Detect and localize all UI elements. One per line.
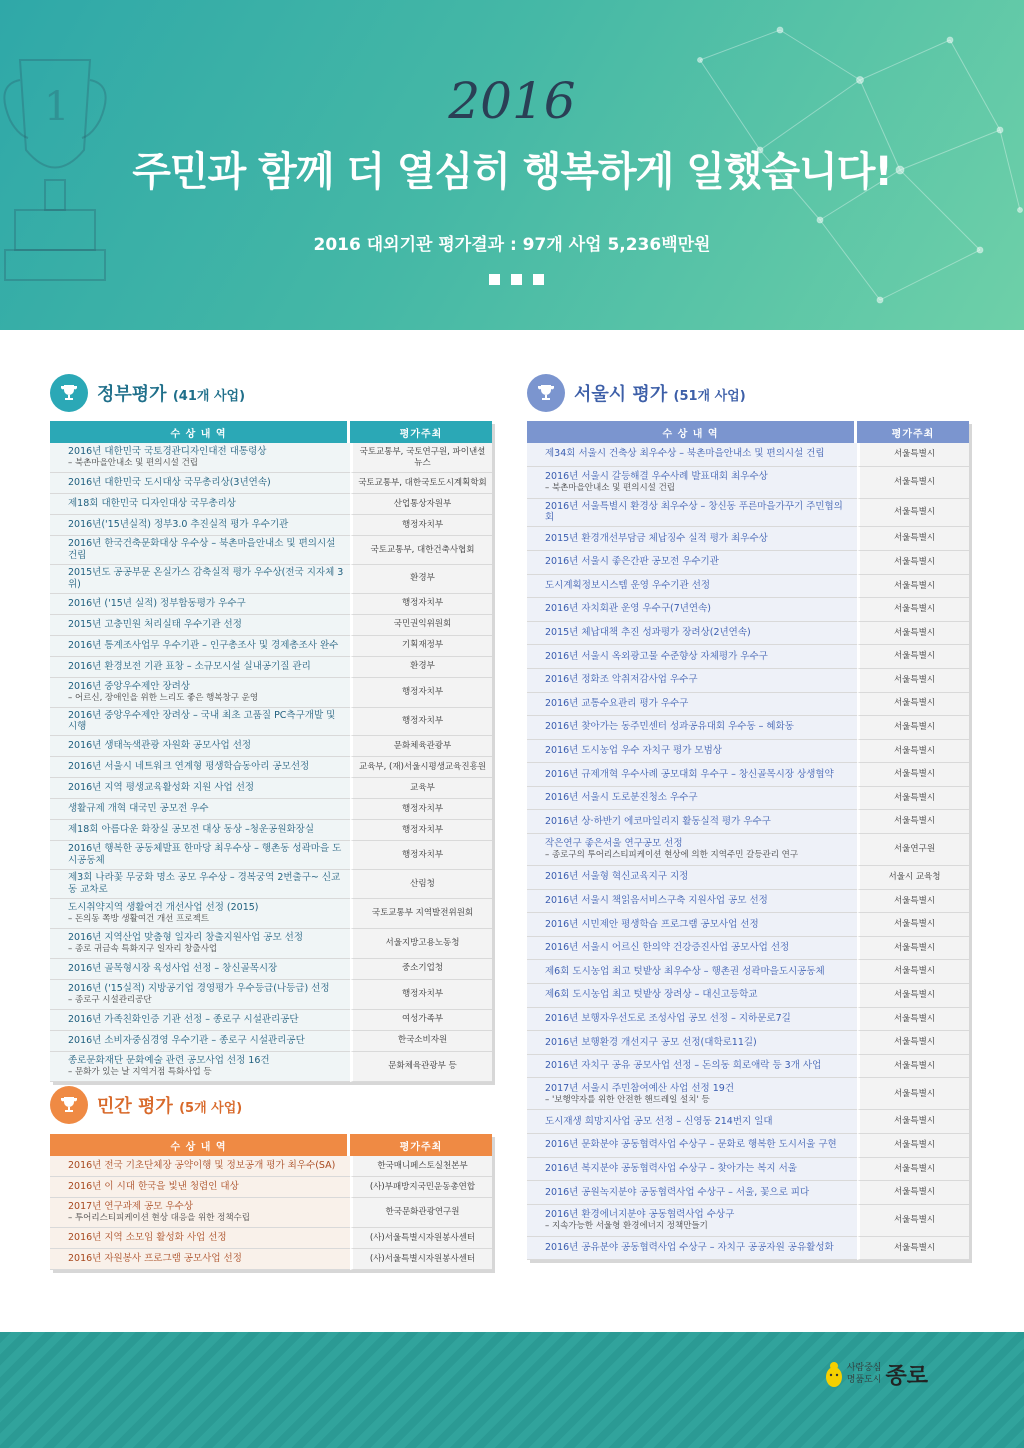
organizer-cell: 교육부 [350, 778, 492, 799]
table-row [527, 866, 969, 890]
table-row [527, 622, 969, 646]
organizer-cell: 서울특별시 [857, 669, 969, 693]
civ-section-title: 민간 평가 (5개 사업) [97, 1096, 243, 1117]
table-row [50, 636, 492, 657]
award-name: 2016년 자원봉사 프로그램 공모사업 선정 [68, 1253, 242, 1265]
award-cell [50, 657, 350, 678]
award-name: 2016년 상·하반기 에코마일리지 활동실적 평가 우수구 [545, 815, 771, 827]
award-name: 2016년 서울시 책읽음서비스구축 지원사업 공모 선정 [545, 895, 768, 907]
award-cell [527, 645, 857, 669]
award-name: 제18회 대한민국 디자인대상 국무총리상 [68, 498, 236, 510]
award-cell [50, 899, 350, 929]
organizer-cell: 환경부 [350, 657, 492, 678]
organizer-cell: 국토교통부 지역발전위원회 [350, 899, 492, 929]
award-name: 제34회 서울시 건축상 최우수상 – 북촌마을안내소 및 편의시설 건립 [545, 448, 825, 460]
award-cell [527, 1031, 857, 1055]
award-cell [50, 708, 350, 737]
organizer-cell: 서울특별시 [857, 810, 969, 834]
organizer-cell: 서울특별시 [857, 1205, 969, 1237]
gov-award-table [50, 421, 492, 1082]
award-name: 2016년('15년실적) 정부3.0 추진실적 평가 우수기관 [68, 519, 289, 531]
organizer-cell: 서울특별시 [857, 1134, 969, 1158]
award-name: 2016년 환경에너지분야 공동협력사업 수상구 [545, 1209, 735, 1221]
award-name: 2016년 ('15실적) 지방공기업 경영평가 우수등급(나등급) 선정 [68, 983, 330, 994]
award-name: 2016년 서울시 좋은간판 공모전 우수기관 [545, 556, 719, 568]
award-cell [50, 929, 350, 959]
organizer-cell: 서울특별시 [857, 551, 969, 575]
table-row [527, 467, 969, 499]
organizer-cell: 중소기업청 [350, 959, 492, 980]
award-cell [527, 913, 857, 937]
table-row [527, 1205, 969, 1237]
award-cell [527, 937, 857, 961]
organizer-cell: 서울특별시 [857, 890, 969, 914]
seoul-table-body [527, 443, 969, 1260]
footer-band [0, 1332, 1024, 1448]
table-row [527, 810, 969, 834]
award-name: 2016년 가족친화인증 기관 선정 – 종로구 시설관리공단 [68, 1013, 299, 1025]
table-row [50, 1177, 492, 1198]
award-cell [50, 678, 350, 708]
award-name: 2016년 도시농업 우수 자치구 평가 모범상 [545, 745, 722, 757]
organizer-cell: 서울특별시 [857, 1008, 969, 1032]
organizer-cell: 산업통상자원부 [350, 494, 492, 515]
award-cell [50, 565, 350, 594]
table-row [527, 834, 969, 866]
hero-year: 2016 [448, 72, 576, 130]
award-detail: – 종로 귀금속 특화지구 일자리 창출사업 [68, 943, 218, 954]
award-cell [50, 1249, 350, 1270]
organizer-cell: 행정자치부 [350, 799, 492, 820]
table-row [527, 787, 969, 811]
organizer-cell: 서울특별시 [857, 913, 969, 937]
table-row [50, 899, 492, 929]
organizer-cell: 서울특별시 [857, 622, 969, 646]
award-cell [527, 693, 857, 717]
table-row [50, 615, 492, 636]
award-name: 2016년 문화분야 공동협력사업 수상구 – 문화로 행복한 도시서울 구현 [545, 1139, 837, 1151]
organizer-cell: 서울특별시 [857, 716, 969, 740]
award-cell [50, 615, 350, 636]
award-name: 2016년 전국 기초단체장 공약이행 및 정보공개 평가 최우수(SA) [68, 1160, 336, 1172]
organizer-cell: 행정자치부 [350, 678, 492, 708]
table-row [50, 1249, 492, 1270]
organizer-cell: 행정자치부 [350, 515, 492, 536]
organizer-cell: 국토교통부, 대한건축사협회 [350, 536, 492, 565]
trophy-icon [50, 1086, 88, 1124]
table-row [50, 708, 492, 737]
table-row [50, 1156, 492, 1177]
award-name: 종로문화재단 문화예술 관련 공모사업 선정 16건 [68, 1055, 270, 1066]
table-row [527, 575, 969, 599]
organizer-cell: 국토교통부, 대한국토도시계획학회 [350, 473, 492, 494]
award-cell [527, 527, 857, 551]
organizer-cell: 서울특별시 [857, 763, 969, 787]
award-name: 2016년 한국건축문화대상 우수상 – 북촌마을안내소 및 편의시설 건립 [68, 538, 336, 561]
organizer-cell: 한국매니페스토실천본부 [350, 1156, 492, 1177]
award-cell [50, 1198, 350, 1228]
table-row [527, 740, 969, 764]
table-row [50, 657, 492, 678]
award-cell [50, 778, 350, 799]
table-row [50, 736, 492, 757]
award-detail: – 종로구의 투어리스티피케이션 현상에 의한 지역주민 갈등관리 연구 [545, 850, 799, 861]
award-name: 2015년 고충민원 처리실태 우수기관 선정 [68, 618, 242, 630]
award-name: 2015년 환경개선부담금 체납징수 실적 평가 최우수상 [545, 532, 768, 544]
organizer-cell: 행정자치부 [350, 980, 492, 1010]
award-cell [50, 870, 350, 899]
award-name: 2016년 공원녹지분야 공동협력사업 수상구 – 서울, 꽃으로 피다 [545, 1186, 810, 1198]
award-detail: – 종로구 시설관리공단 [68, 994, 152, 1005]
table-row [527, 913, 969, 937]
col-header-organizer: 평가주최 [350, 1134, 492, 1156]
table-row [50, 565, 492, 594]
table-row [50, 594, 492, 615]
award-cell [527, 1110, 857, 1134]
organizer-cell: 문화체육관광부 등 [350, 1052, 492, 1082]
award-name: 2016년 지역 소모임 활성화 사업 선정 [68, 1232, 227, 1244]
organizer-cell: 국민권익위원회 [350, 615, 492, 636]
table-row [527, 716, 969, 740]
organizer-cell: 문화체육관광부 [350, 736, 492, 757]
table-row [50, 959, 492, 980]
award-cell [527, 960, 857, 984]
organizer-cell: 서울특별시 [857, 598, 969, 622]
award-cell [50, 443, 350, 473]
award-detail: – 어르신, 장애인을 위한 느리도 좋은 행복창구 운영 [68, 692, 259, 703]
organizer-cell: 국토교통부, 국토연구원, 파이낸셜뉴스 [350, 443, 492, 473]
table-row [50, 841, 492, 870]
organizer-cell: 행정자치부 [350, 594, 492, 615]
table-row [527, 890, 969, 914]
seoul-section-title: 서울시 평가 (51개 사업) [574, 384, 746, 405]
award-cell [527, 787, 857, 811]
organizer-cell: 여성가족부 [350, 1010, 492, 1031]
organizer-cell: 서울특별시 [857, 937, 969, 961]
hero-subtitle: 2016 대외기관 평가결과 : 97개 사업 5,236백만원 [313, 235, 711, 255]
organizer-cell: 환경부 [350, 565, 492, 594]
organizer-cell: 서울특별시 [857, 527, 969, 551]
table-row [50, 1052, 492, 1082]
award-cell [50, 1228, 350, 1249]
organizer-cell: 서울특별시 [857, 575, 969, 599]
award-name: 2016년 ('15년 실적) 정부합동평가 우수구 [68, 597, 246, 609]
award-name: 2016년 공유분야 공동협력사업 수상구 – 자치구 공공자원 공유활성화 [545, 1242, 834, 1254]
award-name: 2016년 보행자우선도로 조성사업 공모 선정 – 지하문로7길 [545, 1012, 791, 1024]
award-name: 2016년 서울특별시 환경상 최우수상 – 창신동 푸른마을가꾸기 주민협의회 [545, 500, 843, 524]
table-row [50, 1031, 492, 1052]
award-name: 2017년 서울시 주민참여예산 사업 선정 19건 [545, 1082, 735, 1094]
award-name: 2016년 대한민국 도시대상 국무총리상(3년연속) [68, 477, 271, 489]
award-cell [527, 834, 857, 866]
organizer-cell: 서울특별시 [857, 740, 969, 764]
award-name: 2016년 중앙우수제안 장려상 [68, 680, 190, 692]
organizer-cell: 서울특별시 [857, 499, 969, 528]
award-cell [527, 1205, 857, 1237]
award-name: 도시취약지역 생활여건 개선사업 선정 (2015) [68, 902, 259, 913]
award-name: 2016년 정화조 악취저감사업 우수구 [545, 674, 698, 686]
award-cell [527, 1078, 857, 1110]
award-cell [50, 959, 350, 980]
organizer-cell: (사)서울특별시자원봉사센터 [350, 1228, 492, 1249]
table-row [50, 1198, 492, 1228]
award-cell [50, 799, 350, 820]
award-cell [527, 810, 857, 834]
jongno-logo [825, 1359, 928, 1390]
table-row [527, 1110, 969, 1134]
table-row [50, 678, 492, 708]
award-name: 2016년 중앙우수제안 장려상 – 국내 최초 고품질 PC측구개발 및 시행 [68, 709, 336, 733]
award-cell [527, 551, 857, 575]
award-name: 2016년 소비자중심경영 우수기관 – 종로구 시설관리공단 [68, 1034, 305, 1046]
hero-banner [0, 0, 1024, 330]
organizer-cell: 서울특별시 [857, 1055, 969, 1079]
award-name: 2015년 체납대책 추진 성과평가 장려상(2년연속) [545, 627, 751, 639]
award-cell [50, 473, 350, 494]
award-cell [527, 443, 857, 467]
organizer-cell: 서울특별시 [857, 960, 969, 984]
award-name: 2016년 서울시 어르신 한의약 건강증진사업 공모사업 선정 [545, 942, 790, 954]
award-cell [527, 890, 857, 914]
award-cell [50, 757, 350, 778]
award-cell [527, 467, 857, 499]
table-row [50, 929, 492, 959]
table-row [50, 536, 492, 565]
organizer-cell: 서울특별시 [857, 1181, 969, 1205]
organizer-cell: 서울특별시 [857, 1110, 969, 1134]
gov-section-header [50, 374, 245, 412]
award-name: 제18회 아름다운 화장실 공모전 대상 동상 –청운공원화장실 [68, 824, 315, 836]
award-name: 2016년 보행환경 개선지구 공모 선정(대학로11길) [545, 1036, 757, 1048]
award-cell [50, 736, 350, 757]
award-detail: – 투어리스티피케이션 현상 대응을 위한 정책수립 [68, 1213, 250, 1224]
award-cell [527, 1158, 857, 1182]
award-name: 생활규제 개혁 대국민 공모전 우수 [68, 803, 209, 815]
award-detail: – 북촌마을안내소 및 편의시설 건립 [68, 458, 199, 469]
table-row [527, 645, 969, 669]
award-cell [50, 841, 350, 870]
award-name: 2017년 연구과제 공모 우수상 [68, 1201, 194, 1213]
table-row [50, 778, 492, 799]
award-cell [50, 594, 350, 615]
table-row [527, 1134, 969, 1158]
award-cell [527, 763, 857, 787]
col-header-organizer: 평가주최 [857, 421, 969, 443]
logo-tagline: 사람중심 명품도시 [846, 1362, 882, 1385]
organizer-cell: 행정자치부 [350, 708, 492, 737]
award-name: 2016년 생태녹색관광 자원화 공모사업 선정 [68, 740, 252, 752]
civ-table-body [50, 1156, 492, 1270]
table-row [50, 1010, 492, 1031]
award-cell [50, 1156, 350, 1177]
organizer-cell: 서울특별시 [857, 443, 969, 467]
award-cell [527, 499, 857, 528]
svg-text:1: 1 [44, 84, 70, 130]
trophy-icon [527, 374, 565, 412]
award-cell [527, 598, 857, 622]
award-cell [50, 1031, 350, 1052]
table-row [50, 799, 492, 820]
seoul-award-table [527, 421, 969, 1260]
award-cell [527, 716, 857, 740]
award-cell [527, 1181, 857, 1205]
award-name: 2016년 규제개혁 우수사례 공모대회 우수구 – 창신골목시장 상생협약 [545, 768, 834, 780]
table-row [527, 984, 969, 1008]
table-row [527, 443, 969, 467]
organizer-cell: 서울특별시 [857, 467, 969, 499]
organizer-cell: 서울시 교육청 [857, 866, 969, 890]
table-row [527, 598, 969, 622]
organizer-cell: (사)부패방지국민운동총연합 [350, 1177, 492, 1198]
award-name: 2016년 서울형 혁신교육지구 지정 [545, 871, 689, 883]
award-cell [527, 866, 857, 890]
organizer-cell: 서울특별시 [857, 645, 969, 669]
organizer-cell: 행정자치부 [350, 841, 492, 870]
award-detail: – '보행약자를 위한 안전한 핸드레일 설치' 등 [545, 1094, 710, 1105]
organizer-cell: 산림청 [350, 870, 492, 899]
col-header-award: 수 상 내 역 [50, 421, 350, 443]
award-name: 2016년 골목형시장 육성사업 선정 – 창신골목시장 [68, 962, 278, 974]
seoul-section-header [527, 374, 746, 412]
organizer-cell: 한국문화관광연구원 [350, 1198, 492, 1228]
table-row [50, 443, 492, 473]
organizer-cell: 서울특별시 [857, 1237, 969, 1261]
award-cell [50, 494, 350, 515]
organizer-cell: 서울특별시 [857, 984, 969, 1008]
award-cell [50, 820, 350, 841]
award-name: 2016년 자치회관 운영 우수구(7년연속) [545, 603, 711, 615]
award-name: 2016년 지역 평생교육활성화 지원 사업 선정 [68, 782, 255, 794]
award-name: 2016년 행복한 공동체발표 한마당 최우수상 – 행촌동 성곽마을 도시공동체 [68, 843, 342, 867]
award-cell [527, 984, 857, 1008]
award-name: 2016년 서울시 도로분진청소 우수구 [545, 792, 698, 804]
table-row [527, 763, 969, 787]
award-cell [527, 1237, 857, 1261]
civ-section-header [50, 1086, 242, 1124]
decorative-dots [489, 274, 544, 285]
trophy-icon [50, 374, 88, 412]
award-name: 2015년도 공공부문 온실가스 감축실적 평가 우수상(전국 지자체 3위) [68, 566, 344, 590]
award-name: 2016년 시민제안 평생학습 프로그램 공모사업 선정 [545, 918, 759, 930]
award-cell [50, 1177, 350, 1198]
table-row [527, 1078, 969, 1110]
organizer-cell: 서울연구원 [857, 834, 969, 866]
gov-section-title: 정부평가 (41개 사업) [97, 384, 246, 405]
table-row [50, 494, 492, 515]
table-row [527, 669, 969, 693]
table-row [50, 515, 492, 536]
award-name: 2016년 복지분야 공동협력사업 수상구 – 찾아가는 복지 서울 [545, 1162, 797, 1174]
award-name: 제6회 도시농업 최고 텃밭상 최우수상 – 행촌권 성곽마을도시공동체 [545, 965, 825, 977]
award-cell [50, 536, 350, 565]
award-cell [50, 636, 350, 657]
civ-award-table [50, 1134, 492, 1270]
table-row [50, 820, 492, 841]
award-name: 2016년 서울시 네트워크 연계형 평생학습동아리 공모선정 [68, 761, 310, 773]
table-row [50, 870, 492, 899]
award-detail: – 돈의동 쪽방 생활여건 개선 프로젝트 [68, 913, 209, 924]
table-row [527, 499, 969, 528]
award-name: 도시재생 희망지사업 공모 선정 – 신영동 214번지 일대 [545, 1115, 773, 1127]
table-row [50, 757, 492, 778]
award-cell [50, 1052, 350, 1082]
award-cell [50, 1010, 350, 1031]
organizer-cell: 서울특별시 [857, 1158, 969, 1182]
table-row [527, 1008, 969, 1032]
organizer-cell: 서울특별시 [857, 787, 969, 811]
col-header-organizer: 평가주최 [350, 421, 492, 443]
award-cell [527, 1008, 857, 1032]
award-cell [527, 622, 857, 646]
col-header-award: 수 상 내 역 [527, 421, 857, 443]
organizer-cell: 기획재정부 [350, 636, 492, 657]
table-row [527, 960, 969, 984]
table-row [527, 693, 969, 717]
organizer-cell: 서울특별시 [857, 1078, 969, 1110]
organizer-cell: (사)서울특별시자원봉사센터 [350, 1249, 492, 1270]
award-cell [527, 1134, 857, 1158]
table-row [527, 937, 969, 961]
award-name: 2016년 이 시대 한국을 빛낸 청렴인 대상 [68, 1181, 239, 1193]
organizer-cell: 교육부, (재)서울시평생교육진흥원 [350, 757, 492, 778]
organizer-cell: 한국소비자원 [350, 1031, 492, 1052]
award-name: 제6회 도시농업 최고 텃밭상 장려상 – 대신고등학교 [545, 989, 758, 1001]
award-name: 2016년 통계조사업무 우수기관 – 인구총조사 및 경제총조사 완수 [68, 639, 339, 651]
organizer-cell: 행정자치부 [350, 820, 492, 841]
award-name: 2016년 지역산업 맞춤형 일자리 창출지원사업 공모 선정 [68, 932, 304, 943]
organizer-cell: 서울지방고용노동청 [350, 929, 492, 959]
award-detail: – 지속가능한 서울형 환경에너지 정책만들기 [545, 1220, 708, 1231]
award-cell [527, 1055, 857, 1079]
table-row [527, 1055, 969, 1079]
award-name: 2016년 서울시 옥외광고물 수준향상 자체평가 우수구 [545, 650, 768, 662]
table-row [527, 1237, 969, 1261]
col-header-award: 수 상 내 역 [50, 1134, 350, 1156]
gov-table-body [50, 443, 492, 1082]
award-name: 2016년 교통수요관리 평가 우수구 [545, 697, 689, 709]
organizer-cell: 서울특별시 [857, 693, 969, 717]
table-row [527, 1158, 969, 1182]
award-cell [527, 740, 857, 764]
award-name: 2016년 서울시 갈등해결 우수사례 발표대회 최우수상 [545, 470, 768, 482]
award-cell [527, 575, 857, 599]
award-name: 2016년 자치구 공유 공모사업 선정 – 돈의동 희로애락 등 3개 사업 [545, 1060, 822, 1072]
table-row [527, 1181, 969, 1205]
award-name: 2016년 환경보전 기관 표창 – 소규모시설 실내공기질 관리 [68, 660, 311, 672]
award-detail: – 북촌마을안내소 및 편의시설 건립 [545, 482, 676, 493]
table-row [50, 473, 492, 494]
award-name: 2016년 찾아가는 동주민센터 성과공유대회 우수동 – 혜화동 [545, 721, 794, 733]
logo-name: 종로 [885, 1363, 928, 1389]
award-detail: – 문화가 있는 날 지역거점 특화사업 등 [68, 1066, 212, 1077]
award-name: 작은연구 좋은서울 연구공모 선정 [545, 838, 683, 850]
table-row [50, 1228, 492, 1249]
award-name: 제3회 나라꽃 무궁화 명소 공모 우수상 – 경복궁역 2번출구~ 신교동 교차로 [68, 872, 341, 895]
table-row [527, 527, 969, 551]
award-name: 도시계획정보시스템 운영 우수기관 선정 [545, 579, 711, 591]
table-row [50, 980, 492, 1010]
award-name: 2016년 대한민국 국토경관디자인대전 대통령상 [68, 446, 267, 458]
award-cell [527, 669, 857, 693]
table-row [527, 551, 969, 575]
table-row [527, 1031, 969, 1055]
award-cell [50, 980, 350, 1010]
organizer-cell: 서울특별시 [857, 1031, 969, 1055]
jongno-mascot-icon [825, 1362, 843, 1388]
hero-title: 주민과 함께 더 열심히 행복하게 일했습니다! [132, 149, 892, 195]
award-cell [50, 515, 350, 536]
